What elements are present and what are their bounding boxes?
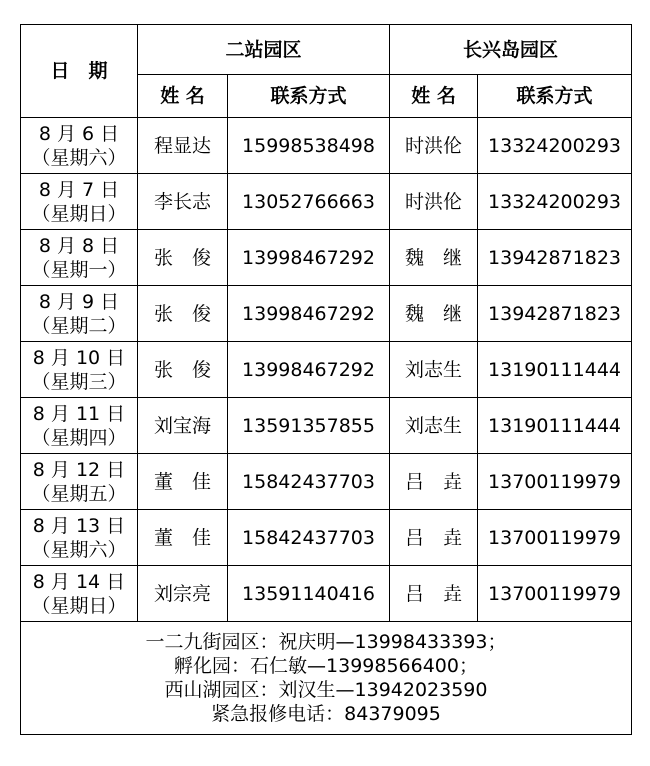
changxingdao-phone-cell: 13324200293 (478, 174, 632, 230)
table-row (21, 342, 632, 398)
erzhan-phone-cell: 13591140416 (228, 566, 390, 622)
erzhan-phone-cell: 13591357855 (228, 398, 390, 454)
date-cell (21, 566, 138, 622)
changxingdao-name-cell: 吕 垚 (390, 510, 478, 566)
weekday-text: （星期六） (31, 146, 127, 169)
changxingdao-phone-cell: 13324200293 (478, 118, 632, 174)
erzhan-name-cell: 董 佳 (138, 510, 228, 566)
weekday-text: （星期三） (31, 370, 127, 393)
duty-schedule-table (20, 24, 632, 735)
date-cell (21, 118, 138, 174)
date-text: 8 月 12 日 (32, 458, 126, 481)
erzhan-name-cell: 刘宗亮 (138, 566, 228, 622)
contact-column-header: 联系方式 (228, 75, 390, 118)
changxingdao-name-cell: 时洪伦 (390, 174, 478, 230)
erzhan-name-cell: 张 俊 (138, 286, 228, 342)
park-header-erzhan: 二站园区 (138, 25, 390, 75)
table-row (21, 566, 632, 622)
erzhan-name-cell: 刘宝海 (138, 398, 228, 454)
date-cell (21, 230, 138, 286)
footer-line: 一二九街园区：祝庆明—13998433393； (145, 631, 507, 653)
footer-line: 孵化园：石仁敏—13998566400； (174, 655, 478, 677)
weekday-text: （星期五） (31, 482, 127, 505)
erzhan-phone-cell: 15842437703 (228, 454, 390, 510)
changxingdao-name-cell: 魏 继 (390, 286, 478, 342)
table-row (21, 174, 632, 230)
erzhan-phone-cell: 15842437703 (228, 510, 390, 566)
table-row (21, 118, 632, 174)
date-column-header: 日 期 (21, 25, 138, 118)
contact-column-header: 联系方式 (478, 75, 632, 118)
changxingdao-name-cell: 时洪伦 (390, 118, 478, 174)
weekday-text: （星期二） (31, 314, 127, 337)
erzhan-phone-cell: 15998538498 (228, 118, 390, 174)
weekday-text: （星期六） (31, 538, 127, 561)
changxingdao-phone-cell: 13700119979 (478, 454, 632, 510)
weekday-text: （星期日） (31, 202, 127, 225)
weekday-text: （星期四） (31, 426, 127, 449)
date-text: 8 月 13 日 (32, 514, 126, 537)
footer-row (21, 622, 632, 735)
date-text: 8 月 8 日 (38, 234, 120, 257)
footer-line: 西山湖园区：刘汉生—13942023590 (164, 679, 488, 701)
weekday-text: （星期一） (31, 258, 127, 281)
erzhan-name-cell: 董 佳 (138, 454, 228, 510)
date-cell (21, 174, 138, 230)
weekday-text: （星期日） (31, 594, 127, 617)
erzhan-name-cell: 李长志 (138, 174, 228, 230)
date-cell (21, 286, 138, 342)
changxingdao-name-cell: 魏 继 (390, 230, 478, 286)
erzhan-phone-cell: 13998467292 (228, 230, 390, 286)
changxingdao-phone-cell: 13942871823 (478, 230, 632, 286)
date-text: 8 月 11 日 (32, 402, 126, 425)
date-text: 8 月 6 日 (38, 122, 120, 145)
erzhan-phone-cell: 13998467292 (228, 342, 390, 398)
date-text: 8 月 14 日 (32, 570, 126, 593)
erzhan-phone-cell: 13052766663 (228, 174, 390, 230)
header-row-parks (21, 25, 632, 75)
date-cell (21, 342, 138, 398)
name-column-header: 姓 名 (138, 75, 228, 118)
table-row (21, 286, 632, 342)
footer-line: 紧急报修电话：84379095 (211, 703, 441, 725)
date-text: 8 月 10 日 (32, 346, 126, 369)
erzhan-phone-cell: 13998467292 (228, 286, 390, 342)
changxingdao-name-cell: 吕 垚 (390, 566, 478, 622)
changxingdao-phone-cell: 13190111444 (478, 342, 632, 398)
erzhan-name-cell: 张 俊 (138, 230, 228, 286)
date-cell (21, 454, 138, 510)
erzhan-name-cell: 程显达 (138, 118, 228, 174)
date-text: 8 月 7 日 (38, 178, 120, 201)
changxingdao-name-cell: 刘志生 (390, 398, 478, 454)
table-row (21, 454, 632, 510)
date-text: 8 月 9 日 (38, 290, 120, 313)
changxingdao-name-cell: 刘志生 (390, 342, 478, 398)
date-cell (21, 510, 138, 566)
changxingdao-phone-cell: 13700119979 (478, 566, 632, 622)
other-parks-contacts (21, 622, 632, 735)
table-row (21, 398, 632, 454)
changxingdao-phone-cell: 13700119979 (478, 510, 632, 566)
table-row (21, 510, 632, 566)
table-row (21, 230, 632, 286)
erzhan-name-cell: 张 俊 (138, 342, 228, 398)
name-column-header: 姓 名 (390, 75, 478, 118)
changxingdao-phone-cell: 13190111444 (478, 398, 632, 454)
changxingdao-phone-cell: 13942871823 (478, 286, 632, 342)
park-header-changxingdao: 长兴岛园区 (390, 25, 632, 75)
date-cell (21, 398, 138, 454)
changxingdao-name-cell: 吕 垚 (390, 454, 478, 510)
